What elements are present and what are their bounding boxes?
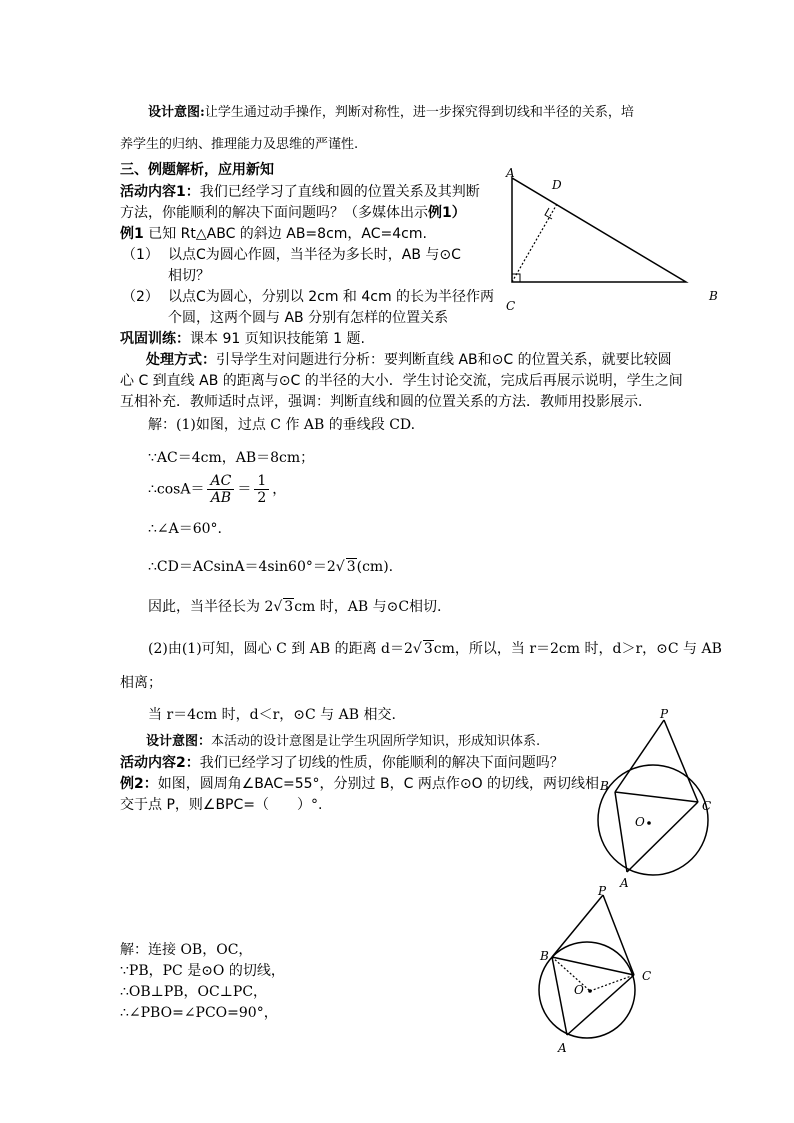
sqrt-sign-icon: √ xyxy=(412,641,422,657)
solution-1-step9: 当 r＝4cm 时，d＜r，⊙C 与 AB 相交. xyxy=(148,707,396,723)
label-b: B xyxy=(709,289,718,303)
part2-suffix: cm，所以，当 r＝2cm 时，d＞r，⊙C 与 AB xyxy=(433,641,722,657)
label-c: C xyxy=(506,299,516,313)
activity-2 xyxy=(120,754,564,772)
design-intent-2 xyxy=(146,733,540,751)
example-1-q1-line1: 以点C为圆心作圆，当半径为多长时，AB 与⊙C xyxy=(168,247,461,263)
radicand: 3 xyxy=(346,559,356,575)
example-1-q1-line2: 相切？ xyxy=(168,268,210,284)
label-o: O xyxy=(635,815,645,829)
unit: (cm). xyxy=(356,559,394,575)
circle-o xyxy=(598,765,708,875)
design-intent-2-text: 本活动的设计意图是让学生巩固所学知识，形成知识体系. xyxy=(211,734,541,749)
chord-ac xyxy=(627,802,698,872)
method-line1 xyxy=(146,351,672,369)
example-2-text1: 如图，圆周角∠BAC=55°，分别过 B，C 两点作⊙O 的切线，两切线相 xyxy=(157,776,600,792)
design-intent-text: 让学生通过动手操作，判断对称性，进一步探究得到切线和半径的关系，培 xyxy=(204,105,634,120)
solution-2-line4: ∴∠PBO=∠PCO=90°， xyxy=(120,1005,278,1021)
example-2-line2: 交于点 P，则∠BPC=（ ）°. xyxy=(120,797,323,813)
design-intent-2-label: 设计意图： xyxy=(146,734,212,749)
section-title: 三、例题解析，应用新知 xyxy=(120,162,274,178)
solution-1-step1: 解：(1)如图，过点 C 作 AB 的垂线段 CD. xyxy=(148,417,416,433)
solution-2-line3: ∴OB⊥PB，OC⊥PC， xyxy=(120,984,268,1000)
sqrt-sign-icon: √ xyxy=(273,599,283,615)
fraction-numerator: AC xyxy=(207,473,234,490)
label-c: C xyxy=(702,799,712,813)
fraction-numerator: 1 xyxy=(254,473,269,490)
label-a: A xyxy=(558,1041,567,1055)
label-o: O xyxy=(574,983,584,997)
tangent-pb xyxy=(552,895,603,957)
label-p: P xyxy=(598,884,607,898)
sqrt-sign-icon: √ xyxy=(335,559,345,575)
tangent-pc xyxy=(664,720,698,802)
fraction-ac-ab xyxy=(207,473,234,506)
consolidation xyxy=(120,330,365,348)
conclusion-suffix: cm 时，AB 与⊙C相切. xyxy=(294,599,442,615)
radicand: 3 xyxy=(284,599,294,615)
activity-1-label: 活动内容1： xyxy=(120,184,200,200)
label-d: D xyxy=(552,178,562,192)
solution-1-step8: 相离； xyxy=(120,675,162,691)
design-intent-1 xyxy=(148,104,634,122)
label-a: A xyxy=(620,876,629,890)
equals-sign: ＝ xyxy=(237,481,252,498)
label-b: B xyxy=(540,949,549,963)
tangent-pb xyxy=(615,720,664,792)
cos-a-prefix: ∴cosA＝ xyxy=(148,481,205,498)
part2-prefix: (2)由(1)可知，圆心 C 到 AB 的距离 d＝2 xyxy=(148,641,413,657)
cd-expression: ∴CD＝ACsinA＝4sin60°＝2 xyxy=(148,559,336,575)
altitude-cd xyxy=(512,204,557,282)
triangle-figure xyxy=(496,160,736,320)
center-dot xyxy=(647,821,651,825)
fraction-half xyxy=(254,473,269,506)
radius-oc xyxy=(590,975,634,991)
design-intent-label: 设计意图: xyxy=(148,105,205,120)
example-1-q2-num: （2） xyxy=(122,289,159,305)
example-2-label: 例2： xyxy=(120,776,158,792)
example-1-q2-line1: 以点C为圆心，分别以 2cm 和 4cm 的长为半径作两 xyxy=(168,289,495,305)
activity-2-label: 活动内容2： xyxy=(120,755,200,771)
circle-tangent-figure xyxy=(590,700,740,900)
solution-2-line1: 解：连接 OB，OC， xyxy=(120,942,253,958)
center-dot xyxy=(588,989,592,993)
conclusion-prefix: 因此，当半径长为 2 xyxy=(148,599,274,615)
label-c: C xyxy=(642,969,652,983)
activity-1-line2 xyxy=(120,204,466,222)
tangent-pc xyxy=(603,895,634,975)
fraction-denominator: 2 xyxy=(257,490,267,506)
example-1-ref: 例1） xyxy=(428,205,466,221)
activity-1-line1 xyxy=(120,183,480,201)
example-1-text: 已知 Rt△ABC 的斜边 AB=8cm，AC=4cm. xyxy=(148,226,427,242)
design-intent-1-cont: 养学生的归纳、推理能力及思维的严谨性. xyxy=(120,137,359,152)
label-p: P xyxy=(660,707,669,721)
triangle-abc xyxy=(512,178,686,282)
activity-1-text2: 方法，你能顺利的解决下面问题吗？（多媒体出示 xyxy=(120,205,428,221)
activity-2-text: 我们已经学习了切线的性质，你能顺利的解决下面问题吗？ xyxy=(199,755,564,771)
solution-1-step6 xyxy=(148,598,442,616)
example-1-label: 例1 xyxy=(120,226,144,242)
radicand: 3 xyxy=(423,641,433,657)
example-1-q1-num: （1） xyxy=(122,247,159,263)
consolidation-label: 巩固训练： xyxy=(120,331,190,347)
solution-1-step5 xyxy=(148,558,393,576)
activity-1-text1: 我们已经学习了直线和圆的位置关系及其判断 xyxy=(199,184,480,200)
comma: ， xyxy=(272,481,287,498)
label-b: B xyxy=(600,779,609,793)
label-a: A xyxy=(506,166,515,180)
solution-2-line2: ∵PB，PC 是⊙O 的切线， xyxy=(120,963,285,979)
solution-1-step7 xyxy=(148,640,722,658)
example-1-stem xyxy=(120,225,427,243)
method-line2: 心 C 到直线 AB 的距离与⊙C 的半径的大小．学生讨论交流，完成后再展示说明，学生之间 xyxy=(120,373,683,389)
circle-radius-figure xyxy=(528,880,658,1060)
example-2-line1 xyxy=(120,775,599,793)
solution-1-step4: ∴∠A＝60°. xyxy=(148,521,223,537)
method-label: 处理方式： xyxy=(146,352,216,368)
consolidation-text: 课本 91 页知识技能第 1 题. xyxy=(190,331,365,347)
method-text1: 引导学生对问题进行分析：要判断直线 AB和⊙C 的位置关系，就要比较圆 xyxy=(216,352,672,368)
chord-ab xyxy=(615,792,627,872)
method-line3: 互相补充．教师适时点评，强调：判断直线和圆的位置关系的方法．教师用投影展示． xyxy=(120,394,652,410)
chord-bc xyxy=(615,792,698,802)
solution-1-step2: ∵AC＝4cm，AB＝8cm； xyxy=(148,450,315,466)
example-1-q2-line2: 个圆，这两个圆与 AB 分别有怎样的位置关系 xyxy=(168,310,449,326)
solution-1-step3 xyxy=(148,473,286,506)
chord-bc xyxy=(552,957,634,975)
right-angle-d xyxy=(545,208,552,219)
fraction-denominator: AB xyxy=(210,490,232,506)
